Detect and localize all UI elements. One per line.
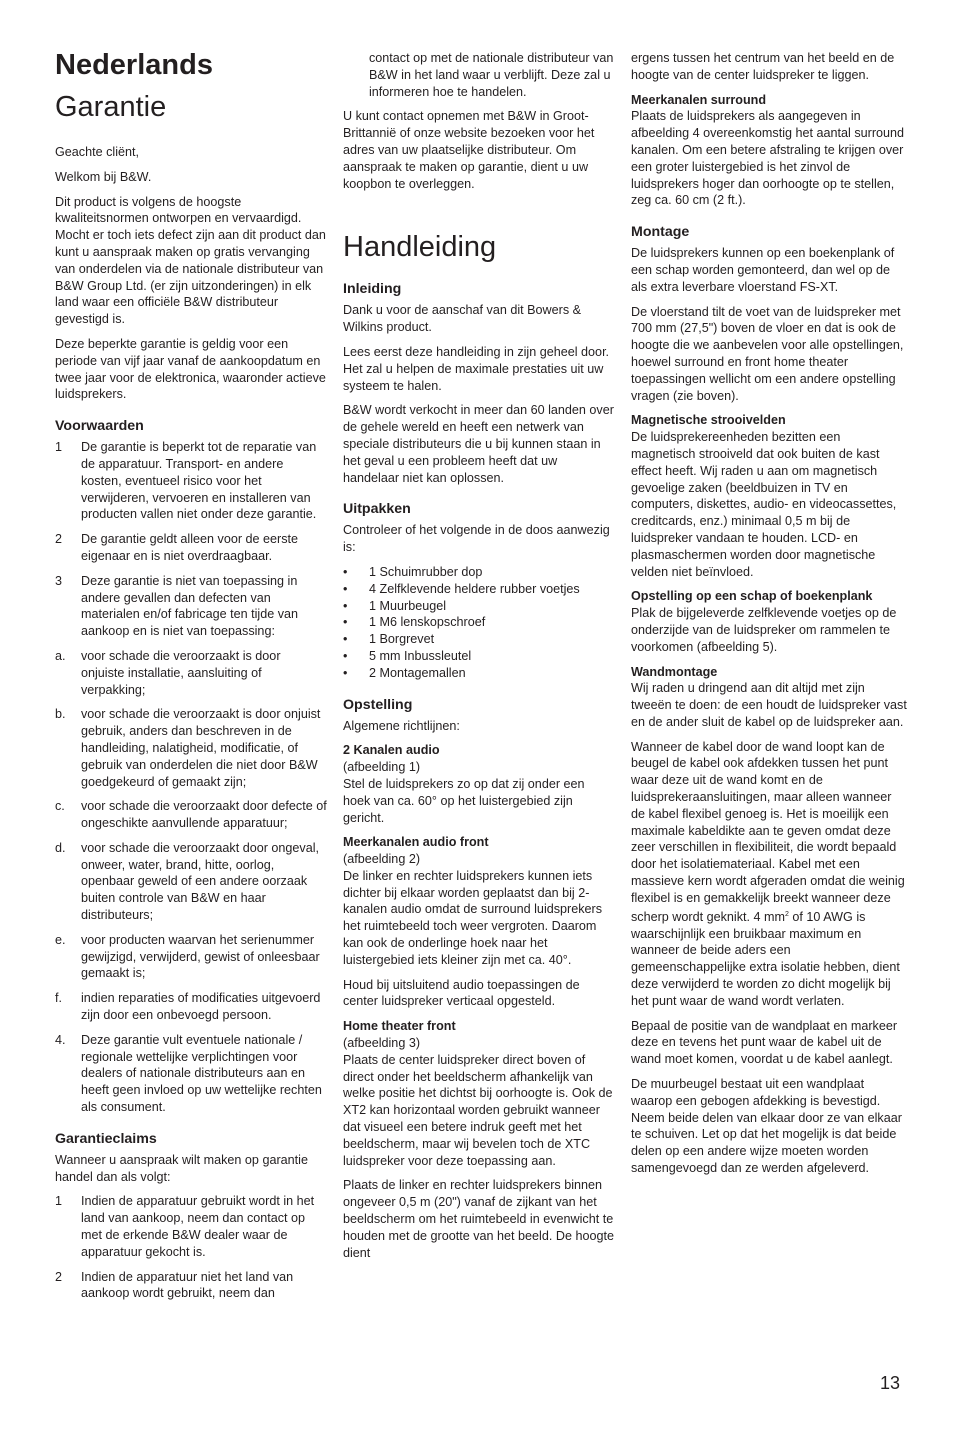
list-item: d. voor schade die veroorzaakt door ongeval, onweer, water, brand, hitte, oorlog, openbaar geweld of een andere oorzaak buiten controle van B&W en haar distributeurs; <box>55 840 320 923</box>
list-item: 2 Indien de apparatuur niet het land van aankoop wordt gebruikt, neem dan <box>55 1269 294 1301</box>
subsection-surround <box>631 92 907 210</box>
body-text: Bepaal de positie van de wandplaat en markeer deze en tevens het punt waar de kabel uit de wand moet komen, voordat u de kabel aanlegt. <box>631 1018 898 1067</box>
subsection-home-theater <box>343 1018 615 1169</box>
body-text: De luidsprekers kunnen op een boekenplank of een schap worden gemonteerd, dan wel op de als extra leverbare vloerstand FS-XT. <box>631 246 895 294</box>
list-item: 3 Deze garantie is niet van toepassing in andere gevallen dan defecten van materialen en/of fabricage ten tijde van aankoop en is niet van toepassing: <box>55 573 299 639</box>
garantie-period: Deze beperkte garantie is geldig voor een periode van vijf jaar vanaf de aankoopdatum en twee jaar voor de elektronica, waaronder actieve luidsprekers. <box>55 336 326 402</box>
body-text: Plak de bijgeleverde zelfklevende voetjes op de onderzijde van de luidspreker om rammelen te voorkomen (afbeelding 5). <box>631 606 897 654</box>
subsection-front <box>343 834 615 968</box>
body-text: Plaats de linker en rechter luidsprekers binnen ongeveer 0,5 m (20") vanaf de zijkant van het beeldscherm om het ruimtebeeld in evenwicht te houden met de grootte van het beeld. De hoogte dient <box>343 1178 614 1260</box>
contact-text: U kunt contact opnemen met B&W in Groot-Brittannië of onze website bezoeken voor het adres van uw plaatselijke distributeur. Om aanspraak te maken op garantie, dient u uw koopbon te overleggen. <box>343 109 595 191</box>
list-item: • 5 mm Inbussleutel <box>343 648 472 663</box>
salutation: Geachte cliënt, <box>55 145 140 159</box>
list-item: • 1 Schuimrubber dop <box>343 564 483 579</box>
body-text: De vloerstand tilt de voet van de luidspreker met 700 mm (27,5") boven de vloer en dat is ook de hoogte die we aanbevelen voor alle opstellingen, hoewel surround en front home theater toepassingen wellicht om een andere opstelling vragen (zie boven). <box>631 304 904 403</box>
garantieclaims-heading: Garantieclaims <box>55 1130 157 1147</box>
subsection-schap <box>631 588 907 655</box>
subsection-magnetisch <box>631 412 907 580</box>
list-item: 4. Deze garantie vult eventuele nationale / regionale wettelijke verplichtingen voor dealers of nationale distributeurs aan en heeft geen invloed op uw wettelijke rechten als consument. <box>55 1032 322 1115</box>
inleiding-text-3: B&W wordt verkocht in meer dan 60 landen over de gehele wereld en heeft een netwerk van speciale distributeurs die u bij kunnen staan in het geval u een probleem heeft dat uw handelaar niet kan oplossen. <box>343 403 614 485</box>
list-item: a. voor schade die veroorzaakt is door onjuiste installatie, aansluiting of verpakking; <box>55 648 281 697</box>
list-item: • 4 Zelfklevende heldere rubber voetjes <box>343 581 580 596</box>
garantie-title: Garantie <box>55 91 167 123</box>
claims-list <box>55 1193 327 1302</box>
subsection-wandmontage <box>631 664 907 731</box>
inleiding-text-2: Lees eerst deze handleiding in zijn geheel door. Het zal u helpen de maximale prestaties uit uw systeem te halen. <box>343 344 610 393</box>
body-text: Plaats de center luidspreker direct boven of direct onder het beeldscherm afhankelijk van welke positie het dichtst bij oorhoogte is. Ook de XT2 kan horizontaal worden gebruikt wanneer dat visueel een betere indruk geeft met het beeldscherm, maar wij bevelen toch de XTC luidspreker voor deze toepassing aan. <box>343 1052 613 1168</box>
body-text: Wij raden u dringend aan dit altijd met zijn tweeën te doen: de een houdt de luidspreker vast en de ander sluit de kabel op de luidspreker aan. <box>631 681 907 729</box>
uitpakken-list <box>343 564 615 682</box>
list-item: e. voor producten waarvan het serienummer gewijzigd, verwijderd, gewist of onleesbaar gemaakt is; <box>55 932 320 981</box>
uitpakken-intro: Controleer of het volgende in de doos aanwezig is: <box>343 523 610 555</box>
column-middle <box>343 50 615 1269</box>
list-item: 1 De garantie is beperkt tot de reparatie van de apparatuur. Transport- en andere kosten, eventueel risico voor het verwijderen, vervoeren en installeren van producten vallen niet onder deze garantie. <box>55 440 317 522</box>
body-text: De luidsprekereenheden bezitten een magnetisch strooiveld dat ook buiten de kast effect heeft. Wij raden u aan om magnetisch gevoelige zaken (beeldbuizen in TV en computers, diskettes, audio- en videocassettes, creditcards, enz.) minimaal 0,5 m bij de luidspreker vandaan te houden. LCD- en plasmaschermen worden door magnetische velden niet beïnvloed. <box>631 430 897 579</box>
figure-reference: (afbeelding 1) <box>343 760 421 775</box>
welcome-text: Welkom bij B&W. <box>55 169 152 184</box>
claims-continuation: contact op met de nationale distributeur van B&W in het land waar u verblijft. Deze zal u informeren hoe te handelen. <box>369 51 614 99</box>
column-left <box>55 48 327 1310</box>
subheading: Meerkanalen surround <box>631 92 767 107</box>
uitpakken-heading: Uitpakken <box>343 501 411 518</box>
inleiding-heading: Inleiding <box>343 281 402 298</box>
opstelling-intro: Algemene richtlijnen: <box>343 718 460 733</box>
subheading: Opstelling op een schap of boekenplank <box>631 589 873 604</box>
body-text: Houd bij uitsluitend audio toepassingen de center luidspreker verticaal opgesteld. <box>343 977 580 1009</box>
figure-reference: (afbeelding 3) <box>343 1036 421 1051</box>
list-item: f. indien reparaties of modificaties uitgevoerd zijn door een onbevoegd persoon. <box>55 991 321 1023</box>
voorwaarden-heading: Voorwaarden <box>55 418 144 435</box>
list-item: • 2 Montagemallen <box>343 665 466 680</box>
list-item: c. voor schade die veroorzaakt door defecte of ongeschikte aanvullende apparatuur; <box>55 799 327 831</box>
list-item: 2 De garantie geldt alleen voor de eerste eigenaar en is niet overdraagbaar. <box>55 532 299 563</box>
montage-heading: Montage <box>631 224 690 241</box>
list-item: b. voor schade die veroorzaakt is door onjuist gebruik, anders dan beschreven in de handleiding, nalatigheid, modificatie, of gebruik van onderdelen die niet door B&W goedgekeurd of gemaakt zijn; <box>55 707 321 789</box>
list-item: • 1 Muurbeugel <box>343 598 447 613</box>
body-text: Wanneer de kabel door de wand loopt kan de beugel de kabel ook afdekken tussen het punt waar deze uit de wand komt en de luidsprekeraansluitingen, maar alleen wanneer de kabel flexibel genoeg is. Het is moeilijk een maximale kabeldikte aan te geven omdat deze zeer verschillen in flexibiliteit, die wordt bepaald door het isolatiemateriaal. Kabel met een massieve kern wordt afgeraden omdat die weinig flexibel is en gemakkelijk breekt wanneer deze scherp wordt geknikt. 4 $mm^2$ of 10 AWG is waarschijnlijk een bruikbaar maximum en wanneer de beide aders een gemeenschappelijke extra isolatie hebben, dient deze verwijderd te worden zo dicht mogelijk bij het punt waar de wand wordt verlaten. <box>631 739 905 1008</box>
handleiding-title: Handleiding <box>343 231 497 264</box>
column-right <box>631 50 907 1185</box>
subheading: 2 Kanalen audio <box>343 743 440 758</box>
body-text: ergens tussen het centrum van het beeld en de hoogte van de center luidspreker te liggen. <box>631 51 895 82</box>
subheading: Magnetische strooivelden <box>631 413 786 428</box>
body-text: De muurbeugel bestaat uit een wandplaat waarop een gebogen afdekking is bevestigd. Neem beide delen van elkaar door ze van elkaar te schuiven. Let op dat het mogelijk is dat beide delen op een andere wijze moeten worden samengevoegd dan ze werden afgeleverd. <box>631 1077 902 1175</box>
list-item: 1 Indien de apparatuur gebruikt wordt in het land van aankoop, neem dan contact op met de erkende B&W dealer waar de apparatuur gekocht is. <box>55 1194 315 1259</box>
list-item: • 1 M6 lenskopschroef <box>343 615 486 630</box>
page-number: 13 <box>879 1373 900 1393</box>
opstelling-heading: Opstelling <box>343 696 413 713</box>
figure-reference: (afbeelding 2) <box>343 852 421 867</box>
subheading: Home theater front <box>343 1019 456 1034</box>
voorwaarden-list <box>55 439 327 1116</box>
claims-intro: Wanneer u aanspraak wilt maken op garantie handel dan als volgt: <box>55 1152 308 1184</box>
subsection-2-kanalen <box>343 742 615 826</box>
inleiding-text-1: Dank u voor de aanschaf van dit Bowers & Wilkins product. <box>343 303 582 335</box>
body-text: Plaats de luidsprekers als aangegeven in afbeelding 4 overeenkomstig het aantal surround kanalen. Om een betere afstraling te krijgen over een groter luistergebied is het zinvol de luidsprekers hoger dan oorhoogte op te stellen, zeg ca. 60 cm (2 ft.). <box>631 109 905 208</box>
list-item: • 1 Borgrevet <box>343 632 435 647</box>
garantie-intro: Dit product is volgens de hoogste kwaliteitsnormen ontworpen en vervaardigd. Mocht er toch iets defect zijn aan dit product dan kunt u aanspraak maken op gratis vervanging van onderdelen via de nationale distributeur van B&W Group Ltd. (er zijn uitzonderingen) in elk land waar een officiële B&W distributeur gevestigd is. <box>55 194 326 327</box>
subheading: Meerkanalen audio front <box>343 835 489 850</box>
body-text: De linker en rechter luidsprekers kunnen iets dichter bij elkaar worden geplaatst dan bij 2-kanalen audio omdat de surround luidsprekers het ruimtebeeld toch weer vergroten. Daarom kan ook de onderlinge hoek naar het luistergebied iets kleiner zijn met ca. 40°. <box>343 868 603 967</box>
body-text: Stel de luidsprekers zo op dat zij onder een hoek van ca. 60° op het luistergebied zijn gericht. <box>343 776 585 825</box>
subheading: Wandmontage <box>631 664 718 679</box>
language-heading: Nederlands <box>55 49 213 81</box>
